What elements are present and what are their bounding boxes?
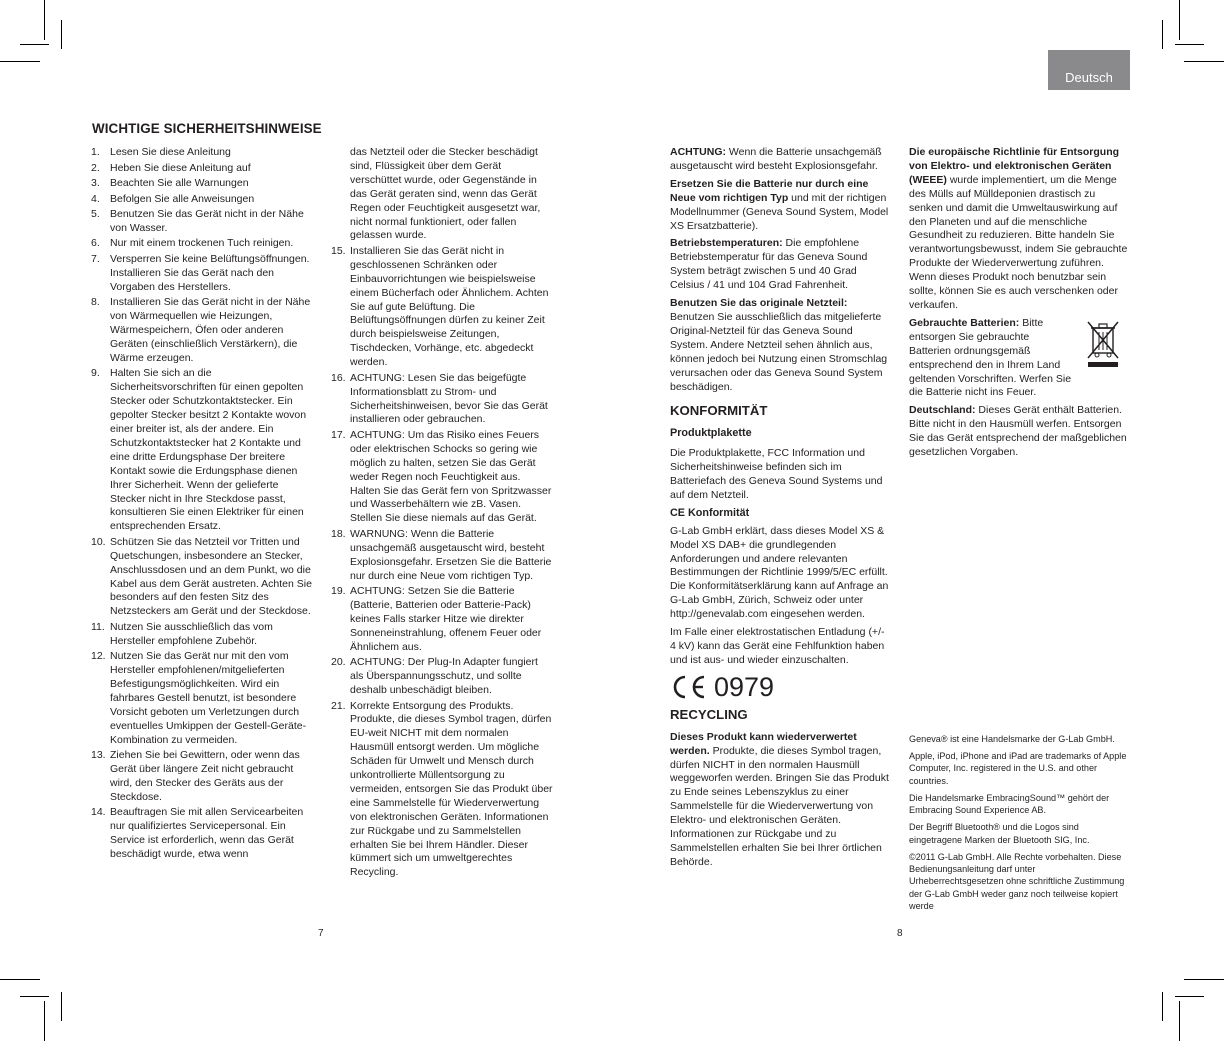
trademark-note: Geneva® ist eine Handelsmarke der G-Lab GmbH.: [909, 734, 1115, 744]
safety-item-14-continuation: das Netzteil oder die Stecker beschädigt sind, Flüssigkeit über dem Gerät verschüttet wurde, oder Gegenstände in das Gerät geraten sind, wenn das Gerät Regen oder Feuchtigkeit ausgesetzt war, nicht normal funktioniert, oder fallen gelassen wurde.: [350, 146, 541, 242]
safety-item-text: WARNUNG: Wenn die Batterie unsachgemäß ausgetauscht wird, besteht Explosionsgefahr. Ersetzen Sie die Batterie nur durch eine Neue vom richtigen Typ.: [350, 527, 552, 582]
info-column-3: [670, 146, 890, 874]
safety-item-number: 11.: [91, 620, 105, 633]
page-number-right: 8: [897, 928, 903, 939]
crop-mark: [61, 992, 62, 1021]
safety-item-number: 12.: [91, 650, 106, 663]
ce-number: 0979: [714, 671, 775, 702]
safety-item: [91, 146, 313, 160]
crop-mark: [61, 20, 62, 49]
used-batteries-text: Bitte entsorgen Sie gebrauchte Batterien ordnungsgemäß entsprechend den in Ihrem Land geltenden Vorschriften. Werfen Sie die Batterie nicht ins Feuer.: [909, 316, 1072, 399]
safety-item-number: 7.: [91, 252, 100, 265]
ce-heading: CE Konformität: [670, 506, 750, 519]
crop-mark: [1175, 44, 1204, 45]
safety-item-number: 15.: [331, 244, 346, 257]
original-adapter-text: Benutzen Sie ausschließlich das mitgelieferte Original-Netzteil für das Geneva Sound System. Andere Netzteil sehen ähnlich aus, können jedoch bei Nutzung einen Stromschlag verursachen oder das Geneva Sound System beschädigen.: [670, 310, 888, 393]
safety-item: [91, 650, 313, 747]
safety-item-number: 6.: [91, 237, 100, 250]
original-adapter-label: Benutzen Sie das originale Netzteil:: [670, 297, 848, 310]
page-number-left: 7: [318, 928, 324, 939]
safety-item: [91, 193, 313, 207]
crop-mark: [44, 0, 45, 40]
safety-item-number: 19.: [331, 585, 346, 598]
replace-battery-label: Ersetzen Sie die Batterie nur durch eine Neue vom richtigen Typ: [670, 177, 869, 204]
weee-text: wurde implementiert, um die Menge des Mülls auf Mülldeponien drastisch zu senken und damit die Umweltauswirkung auf den Planeten und auf die menschliche Gesundheit zu reduzieren. Bitte handeln Sie verantwortungsbewusst, indem Sie gebrauchte Produkte der Wiederverwertung zuführen. Wenn dieses Produkt noch benutzbar sein sollte, können Sie es auch verschenken oder verkaufen.: [909, 173, 1128, 311]
produktplakette-text: Die Produktplakette, FCC Information und Sicherheitshinweise befinden sich im Batteriefach des Geneva Sound Systems und auf dem Netzteil.: [670, 447, 883, 501]
safety-item-number: 17.: [331, 428, 346, 441]
germany-label: Deutschland:: [909, 404, 976, 417]
trademark-note: Die Handelsmarke EmbracingSound™ gehört der Embracing Sound Experience AB.: [909, 792, 1110, 816]
safety-item-text: Halten Sie sich an die Sicherheitsvorschriften für einen gepolten Stecker oder Schutzkontaktstecker. Ein gepolter Stecker besitzt 2 Kontakte wovon einer breiter ist, als der andere. Ein Schutzkontaktstecker hat 2 Kontakte und eine dritte Erdungsphase Der breitere Kontakt sowie die Erdungsphase dienen Ihrer Sicherheit. Wenn der gelieferte Stecker nicht in Ihre Steckdose passt, konsultieren Sie einen Elektriker für einen entsprechenden Ersatz.: [110, 367, 307, 533]
safety-item-text: ACHTUNG: Setzen Sie die Batterie (Batterie, Batterien oder Batterie-Pack) keines Falls starker Hitze wie direkter Sonneneinstrahlung, offenem Feuer oder Ähnlichem aus.: [350, 585, 542, 653]
battery-warning-label: ACHTUNG:: [670, 146, 726, 158]
germany-paragraph: [909, 404, 1131, 460]
konformitaet-heading: KONFORMITÄT: [670, 403, 768, 419]
recycling-heading: RECYCLING: [670, 706, 748, 722]
safety-item: [331, 528, 553, 584]
safety-item: [91, 536, 313, 619]
safety-item-text: Heben Sie diese Anleitung auf: [110, 161, 251, 174]
esd-text: Im Falle einer elektrostatischen Entladung (+/- 4 kV) kann das Gerät eine Fehlfunktion haben und ist aus- und wieder einzuschalten.: [670, 626, 885, 666]
ce-mark-icon: [670, 674, 708, 700]
safety-item-number: 9.: [91, 367, 100, 380]
safety-item-number: 3.: [91, 177, 100, 189]
crop-mark: [20, 996, 49, 997]
operating-temperature-text: Die empfohlene Betriebstemperatur für das Geneva Sound System beträgt zwischen 5 und 40 Grad Celsius / 41 und 104 Grad Fahrenheit.: [670, 237, 868, 292]
safety-item-text: Nur mit einem trockenen Tuch reinigen.: [110, 237, 294, 250]
crossed-bin-icon: [1085, 319, 1121, 369]
trademark-note: Apple, iPod, iPhone and iPad are trademarks of Apple Computer, Inc. registered in the U.S. and other countries.: [909, 751, 1127, 786]
ce-text: G-Lab GmbH erklärt, dass dieses Model XS & Model XS DAB+ die grundlegenden Anforderungen und andere relevanten Bestimmungen der Richtlinie 1999/5/EC erfüllt. Die Konformitätserklärung kann auf Anfrage an G-Lab GmbH, Zürich, Schweiz oder unter http://genevalab.com eingesehen werden.: [670, 524, 889, 621]
used-batteries-label: Gebrauchte Batterien:: [909, 316, 1020, 329]
germany-text: Dieses Gerät enthält Batterien. Bitte nicht in den Hausmüll werfen. Entsorgen Sie das Gerät entsprechend der maßgeblichen gesetzlichen Vorgaben.: [909, 404, 1127, 459]
safety-item-number: 14.: [91, 806, 106, 819]
crop-mark: [0, 979, 40, 980]
safety-item-text: Nutzen Sie ausschließlich das vom Hersteller empfohlene Zubehör.: [110, 620, 273, 647]
trademark-note: ©2011 G-Lab GmbH. Alle Rechte vorbehalten. Diese Bedienungsanleitung darf unter Urheberrechtsgesetzen ohne schriftliche Zustimmung der G-Lab GmbH weder ganz noch teilweise kopiert werde: [909, 851, 1125, 912]
safety-item: [331, 372, 553, 428]
weee-label: Die europäische Richtlinie für Entsorgung von Elektro- und elektronischen Geräten (WEEE): [909, 146, 1120, 186]
recycling-text: Produkte, die dieses Symbol tragen, dürfen NICHT in den normalen Hausmüll weggeworfen werden. Bringen Sie das Produkt zu Ende seines Lebenszyklus zu einer Sammelstelle für die Wiederverwertung von Elektro- und elektronischen Geräten. Informationen zur Rückgabe und zu Sammelstellen erhalten Sie bei Ihrer örtlichen Behörde.: [670, 744, 889, 868]
safety-column-1: [91, 146, 313, 864]
crop-mark: [1179, 1001, 1180, 1041]
info-column-4: [909, 146, 1131, 464]
crop-mark: [44, 1001, 45, 1041]
safety-item-text: Beachten Sie alle Warnungen: [110, 177, 249, 189]
safety-item: [91, 253, 313, 295]
safety-item: [331, 245, 553, 370]
crop-mark: [1175, 996, 1204, 997]
safety-item: [91, 296, 313, 366]
crop-mark: [1184, 979, 1224, 980]
crop-mark: [1184, 61, 1224, 62]
battery-warning-text: Wenn die Batterie unsachgemäß ausgetauscht wird besteht Explosionsgefahr.: [670, 146, 882, 172]
original-adapter-paragraph: [670, 297, 890, 394]
safety-item-text: ACHTUNG: Lesen Sie das beigefügte Informationsblatt zu Strom- und Sicherheitshinweisen, bevor Sie das Gerät installieren oder gebrauchen.: [350, 371, 548, 426]
crop-mark: [20, 44, 49, 45]
trademark-note: Der Begriff Bluetooth® und die Logos sind eingetragene Marken der Bluetooth SIG, Inc.: [909, 822, 1090, 845]
safety-item-text: Nutzen Sie das Gerät nur mit den vom Hersteller empfohlenen/mitgelieferten Befestigungsmöglichkeiten. Wird ein fahrbares Gestell benutzt, ist besondere Vorsicht geboten um Verletzungen durch eventuelles Umkippen der Gestell-Geräte-Kombination zu vermeiden.: [110, 650, 307, 746]
safety-item: [91, 177, 313, 191]
language-tab-label: Deutsch: [1065, 70, 1113, 85]
ce-mark-row: [670, 672, 890, 702]
safety-item-number: 20.: [331, 656, 346, 669]
used-batteries-block: [909, 317, 1131, 400]
safety-item-number: 8.: [91, 296, 100, 309]
safety-item-number: 10.: [91, 535, 106, 548]
recycling-paragraph: [670, 731, 890, 870]
safety-item-text: Installieren Sie das Gerät nicht in geschlossenen Schränken oder Einbauvorrichtungen wie beispielsweise einem Bücherfach oder Ähnlichem. Achten Sie auf gute Belüftung. Die Belüftungsöffnungen dürfen zu keiner Zeit durch beispielsweise Zeitungen, Tischdecken, Vorhänge, etc. abgedeckt werden.: [350, 244, 549, 369]
safety-item: [331, 429, 553, 526]
page-title: WICHTIGE SICHERHEITSHINWEISE: [92, 121, 322, 136]
safety-item-text: Lesen Sie diese Anleitung: [110, 146, 231, 158]
safety-item-text: Benutzen Sie das Gerät nicht in der Nähe von Wasser.: [110, 208, 304, 234]
safety-item-text: Versperren Sie keine Belüftungsöffnungen. Installieren Sie das Gerät nach den Vorgaben des Herstellers.: [110, 252, 310, 293]
safety-list-1: [91, 146, 313, 862]
operating-temperature-label: Betriebstemperaturen:: [670, 237, 783, 250]
recycling-label: Dieses Produkt kann wiederverwertet werden.: [670, 730, 857, 757]
operating-temperature-paragraph: [670, 237, 890, 293]
safety-item-text: Installieren Sie das Gerät nicht in der Nähe von Wärmequellen wie Heizungen, Wärmespeichern, Öfen oder anderen Geräten (einschließlich Verstärkern), die Wärme erzeugen.: [110, 296, 311, 364]
replace-battery-text: und mit der richtigen Modellnummer (Geneva Sound System, Model XS Ersatzbatterie).: [670, 191, 889, 232]
safety-item: [331, 585, 553, 655]
safety-item-text: Korrekte Entsorgung des Produkts. Produkte, die dieses Symbol tragen, dürfen EU-weit NICHT mit dem normalen Hausmüll entsorgt werden. Um mögliche Schäden für Umwelt und Mensch durch unkontrollierte Müllentsorgung zu vermeiden, entsorgen Sie das Produkt über eine Sammelstelle für Wiederverwertung von elektronischen Geräten. Informationen zur Rückgabe und zu Sammelstellen erhalten Sie bei Ihrem Händler. Dieser kümmert sich um umweltgerechtes Recycling.: [350, 699, 553, 879]
safety-column-2: [331, 146, 553, 882]
safety-item-number: 1.: [91, 146, 100, 158]
safety-item-text: Ziehen Sie bei Gewittern, oder wenn das Gerät über längere Zeit nicht gebraucht wird, den Stecker des Geräts aus der Steckdose.: [110, 749, 300, 803]
safety-item-text: Befolgen Sie alle Anweisungen: [110, 192, 255, 205]
crop-mark: [0, 61, 40, 62]
crop-mark: [1179, 0, 1180, 40]
safety-item-number: 4.: [91, 192, 100, 205]
safety-item: [91, 749, 313, 805]
safety-item: [91, 621, 313, 649]
safety-item-number: 18.: [331, 527, 346, 540]
safety-item: [91, 806, 313, 862]
trademark-notes: [909, 733, 1131, 917]
safety-item-text: Schützen Sie das Netzteil vor Tritten und Quetschungen, insbesondere an Stecker, Anschlussdosen und an dem Punkt, wo die Kabel aus dem Gerät austreten. Achten Sie besonders auf den festen Sitz des Netzsteckers am Gerät und der Steckdose.: [110, 535, 312, 618]
safety-item-text: ACHTUNG: Der Plug-In Adapter fungiert als Überspannungsschutz, und sollte deshalb unbeschädigt bleiben.: [350, 656, 538, 696]
safety-item: [91, 237, 313, 251]
safety-item-text: ACHTUNG: Um das Risiko eines Feuers oder elektrischen Schocks so gering wie möglich zu halten, setzen Sie das Gerät weder Regen noch Feuchtigkeit aus. Halten Sie das Gerät fern von Spritzwasser und Wasserbehältern wie zB. Vasen. Stellen Sie diese niemals auf das Gerät.: [350, 428, 552, 525]
safety-item-number: 13.: [91, 749, 106, 762]
safety-item-number: 5.: [91, 208, 100, 220]
safety-item: [331, 656, 553, 698]
safety-item-number: 16.: [331, 371, 346, 384]
safety-item-number: 21.: [331, 699, 346, 712]
safety-item-text: Beauftragen Sie mit allen Servicearbeiten nur qualifiziertes Servicepersonal. Ein Service ist erforderlich, wenn das Gerät beschädigt wurde, etwa wenn: [110, 806, 304, 861]
produktplakette-heading: Produktplakette: [670, 427, 752, 440]
safety-item: [91, 162, 313, 176]
safety-item: [91, 367, 313, 534]
crop-mark: [1162, 992, 1163, 1021]
safety-item: [331, 700, 553, 881]
safety-item-number: 2.: [91, 161, 100, 174]
weee-paragraph: [909, 146, 1131, 313]
battery-warning-paragraph: [670, 146, 890, 174]
crop-mark: [1162, 20, 1163, 49]
language-tab: [1048, 50, 1130, 90]
safety-item: [91, 208, 313, 236]
replace-battery-paragraph: [670, 178, 890, 234]
safety-list-2: [331, 245, 553, 880]
